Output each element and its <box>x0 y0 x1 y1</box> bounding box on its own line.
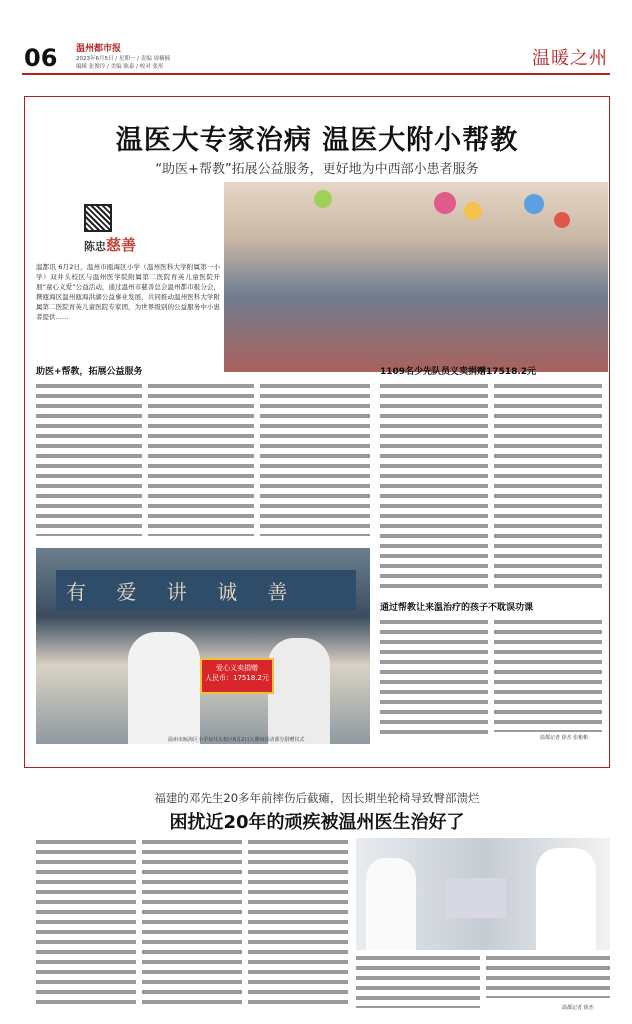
balloon-icon <box>554 212 570 228</box>
brand-prefix: 陈忠 <box>84 240 106 253</box>
brand-logo <box>84 234 136 255</box>
balloon-icon <box>524 194 544 214</box>
reporter-signature: 温都记者 徐杰 张彬彬 <box>540 735 589 741</box>
body-column <box>36 840 136 1010</box>
balloon-icon <box>314 190 332 208</box>
photo-caption: 温州市瓯海区小学双井头校区6月2日大课间活动部分捐赠仪式 <box>168 737 305 743</box>
page-header <box>0 0 632 78</box>
body-column <box>248 840 348 1010</box>
bottom-pre-title: 福建的邓先生20多年前摔伤后截瘫，因长期坐轮椅导致臀部溃烂 <box>154 791 480 805</box>
doctor-figure <box>536 848 596 950</box>
hospital-photo <box>356 838 610 950</box>
brand-name: 慈善 <box>106 236 137 254</box>
subsection-heading-2: 1109名少先队员义卖捐赠17518.2元 <box>380 367 537 377</box>
lead-paragraph: 温都讯 6月2日，温州市瓯海区小学（温州医科大学附属第一小学）双井头校区与温州医学院附属第二医院育英儿童医院开展“童心义爱”公益活动，通过温州市慈善总会温州都市报分会，携瓯海区温州瓯海洪湖公益事业发展，共同推动温州医科大学附属第二医院育英儿童医院专家团，为世界级别的公益服务中小患者提供…… <box>36 263 220 321</box>
subsection-heading-1: 助医+帮教，拓展公益服务 <box>36 367 143 377</box>
subsection-heading-3: 通过帮教让来温治疗的孩子不耽误功课 <box>380 603 534 613</box>
page-number: 06 <box>24 44 58 72</box>
top-headline: 温医大专家治病 温医大附小帮教 <box>115 125 519 156</box>
masthead-line2: 编辑 张俊玲 / 美编 陈泰 / 校对 张彤 <box>76 64 164 70</box>
masthead-info <box>76 44 276 71</box>
body-column <box>380 384 488 594</box>
balloon-icon <box>464 202 482 220</box>
person-figure <box>128 632 200 744</box>
masthead-line1: 2023年6月5日 / 星期一 / 责编 周楠楠 <box>76 56 170 62</box>
reporter-signature: 温都记者 徐杰 <box>562 1005 594 1011</box>
bottom-headline: 困扰近20年的顽疾被温州医生治好了 <box>169 812 465 833</box>
body-column <box>486 956 610 998</box>
body-column <box>142 840 242 1010</box>
photo-banner: 有 爱 讲 诚 善 <box>56 570 356 610</box>
section-title: 温暖之州 <box>532 48 608 69</box>
donation-board <box>200 658 274 694</box>
body-column <box>380 620 488 740</box>
body-column <box>494 620 602 732</box>
doctor-figure <box>366 858 416 950</box>
paper-name: 温州都市报 <box>76 44 122 54</box>
body-column <box>356 956 480 1008</box>
body-column <box>148 384 254 536</box>
board-line1: 爱心义卖捐赠 <box>216 664 258 672</box>
top-subhead: “助医+帮教”拓展公益服务，更好地为中西部小患者服务 <box>155 162 479 177</box>
body-column <box>494 384 602 594</box>
board-line2: 人民币：17518.2元 <box>205 674 269 682</box>
event-photo <box>224 182 608 372</box>
donation-photo <box>36 548 370 744</box>
body-column <box>36 384 142 536</box>
person-figure <box>268 638 330 744</box>
balloon-icon <box>434 192 456 214</box>
header-rule <box>22 73 610 75</box>
body-column <box>260 384 370 536</box>
patient-bed <box>446 878 506 918</box>
qr-code-icon <box>84 204 112 232</box>
